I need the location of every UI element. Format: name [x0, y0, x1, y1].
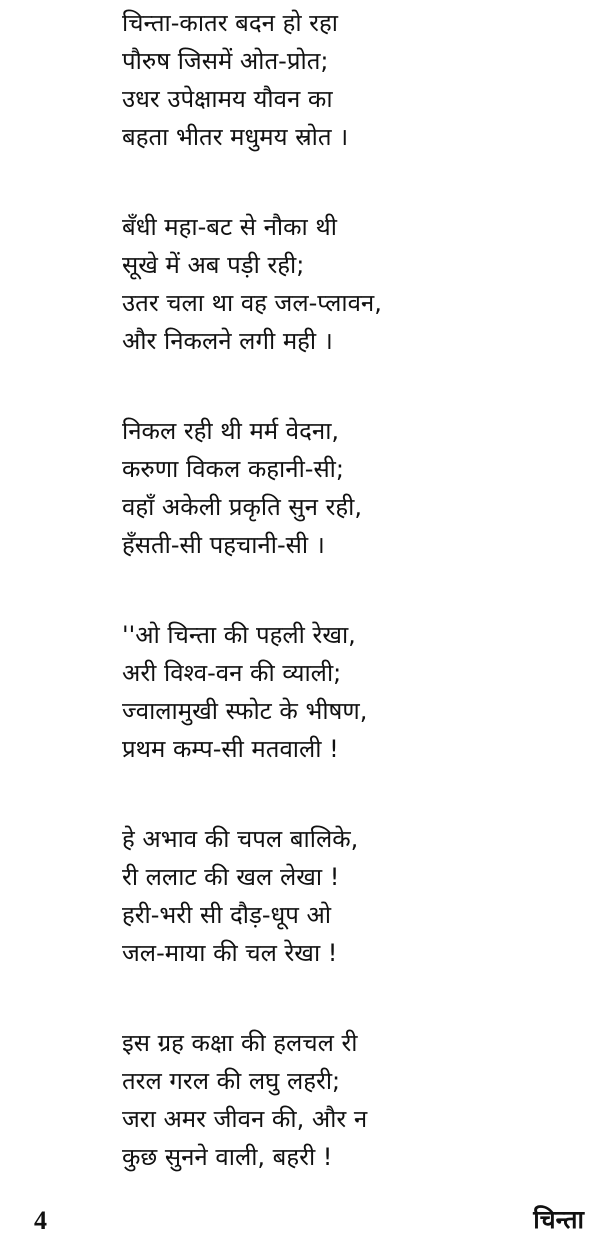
- poem-line: री ललाट की खल लेखा !: [122, 863, 340, 891]
- poem-line: हे अभाव की चपल बालिके,: [122, 825, 359, 853]
- poem-line: जल-माया की चल रेखा !: [122, 939, 338, 967]
- poem-line: पौरुष जिसमें ओत-प्रोत;: [122, 47, 329, 75]
- poem-line: और निकलने लगी मही ।: [122, 327, 333, 355]
- page-footer: [0, 1200, 600, 1240]
- stanza-5: [122, 820, 582, 972]
- stanza-2: [122, 208, 582, 360]
- poem-line: करुणा विकल कहानी-सी;: [122, 455, 344, 483]
- poem-line: उतर चला था वह जल-प्लावन,: [122, 289, 382, 317]
- running-title: चिन्ता: [533, 1205, 584, 1234]
- stanza-4: [122, 616, 582, 768]
- poem-line: हरी-भरी सी दौड़-धूप ओ: [122, 901, 332, 929]
- poem-line: तरल गरल की लघु लहरी;: [122, 1067, 341, 1095]
- poem-line: इस ग्रह कक्षा की हलचल री: [122, 1029, 358, 1057]
- stanza-1: [122, 4, 582, 156]
- poem-line: हँसती-सी पहचानी-सी ।: [122, 531, 325, 559]
- stanza-3: [122, 412, 582, 564]
- poem-line: निकल रही थी मर्म वेदना,: [122, 417, 340, 445]
- page-number: 4: [34, 1206, 47, 1235]
- poem-line: बहता भीतर मधुमय स्रोत ।: [122, 123, 349, 151]
- poem-line: वहाँ अकेली प्रकृति सुन रही,: [122, 493, 363, 521]
- stanza-6: [122, 1024, 582, 1176]
- poem-line: ''ओ चिन्ता की पहली रेखा,: [122, 621, 356, 649]
- poem: [122, 4, 582, 1228]
- poem-line: बँधी महा-बट से नौका थी: [122, 213, 337, 241]
- poem-line: सूखे में अब पड़ी रही;: [122, 251, 305, 279]
- poem-line: ज्वालामुखी स्फोट के भीषण,: [122, 697, 368, 725]
- poem-line: अरी विश्व-वन की व्याली;: [122, 659, 342, 687]
- poem-line: चिन्ता-कातर बदन हो रहा: [122, 9, 338, 37]
- poem-line: कुछ सुनने वाली, बहरी !: [122, 1143, 333, 1171]
- poem-line: जरा अमर जीवन की, और न: [122, 1105, 368, 1133]
- poem-line: प्रथम कम्प-सी मतवाली !: [122, 735, 339, 763]
- poem-line: उधर उपेक्षामय यौवन का: [122, 85, 333, 113]
